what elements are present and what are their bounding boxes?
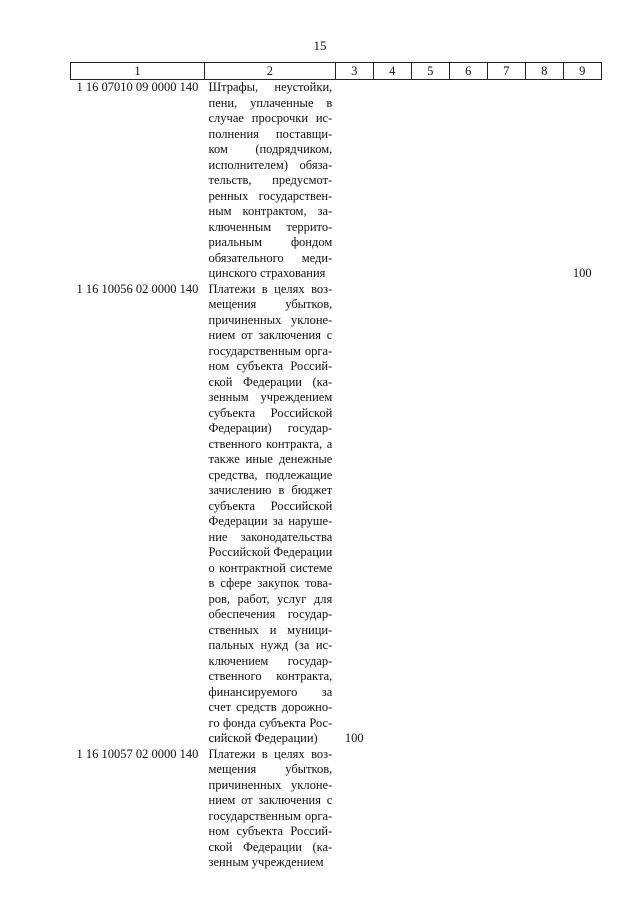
description-line: мещения убытков, bbox=[208, 297, 333, 311]
description-line: Федерации за наруше- bbox=[208, 514, 333, 528]
description-line: зенным учреждением bbox=[208, 390, 333, 404]
header-col-9: 9 bbox=[563, 63, 601, 80]
description-line: ственного контракта, bbox=[208, 669, 333, 683]
description-line: ской Федерации (ка- bbox=[208, 839, 333, 854]
col-8-cell bbox=[525, 80, 563, 282]
table-row bbox=[71, 747, 602, 871]
description-line: нием от заключения с bbox=[208, 793, 333, 807]
description-line: финансируемого за bbox=[208, 684, 333, 699]
table-row bbox=[71, 80, 602, 282]
budget-table bbox=[70, 62, 602, 871]
revenue-description bbox=[205, 80, 336, 282]
distribution-value bbox=[563, 282, 601, 732]
header-col-8: 8 bbox=[525, 63, 563, 80]
description-line: причиненных уклоне- bbox=[208, 777, 333, 792]
description-line: ном субъекта Россий- bbox=[208, 824, 333, 838]
description-line: Платежи в целях воз- bbox=[208, 281, 333, 296]
col-4-cell bbox=[373, 747, 411, 871]
page-number: 15 bbox=[313, 38, 327, 53]
description-line: государственным орга- bbox=[208, 808, 333, 823]
description-line: средства, подлежащие bbox=[208, 467, 333, 482]
description-line: полнения поставщи- bbox=[208, 126, 333, 141]
col-6-cell bbox=[449, 80, 487, 282]
description-line: ном субъекта Россий- bbox=[208, 359, 333, 373]
description-line: сийской Федерации) bbox=[208, 731, 318, 745]
col-5-cell bbox=[411, 80, 449, 282]
col-3-cell bbox=[335, 747, 373, 871]
description-line: Федерации) государ- bbox=[208, 421, 333, 435]
col-7-cell bbox=[487, 80, 525, 282]
col-3-cell bbox=[335, 282, 373, 747]
col-6-cell bbox=[449, 747, 487, 871]
description-line: государственным орга- bbox=[208, 343, 333, 358]
description-line: зачислению в бюджет bbox=[208, 483, 333, 497]
col-5-cell bbox=[411, 747, 449, 871]
col-8-cell bbox=[525, 747, 563, 871]
col-5-cell bbox=[411, 282, 449, 747]
description-line: о контрактной системе bbox=[208, 560, 333, 575]
description-line: ственных и муници- bbox=[208, 622, 333, 637]
col-4-cell bbox=[373, 282, 411, 747]
col-9-cell bbox=[563, 80, 601, 282]
description-line: ние законодательства bbox=[208, 529, 333, 544]
description-line: пени, уплаченные в bbox=[208, 95, 333, 110]
description-line: причиненных уклоне- bbox=[208, 312, 333, 327]
description-line: зенным учреждением bbox=[208, 855, 324, 869]
col-3-cell bbox=[335, 80, 373, 282]
description-line: случае просрочки ис- bbox=[208, 111, 333, 125]
col-7-cell bbox=[487, 747, 525, 871]
col-6-cell bbox=[449, 282, 487, 747]
description-line: счет средств дорожно- bbox=[208, 700, 333, 714]
distribution-value: 100 bbox=[572, 266, 592, 280]
col-4-cell bbox=[373, 80, 411, 282]
header-col-2: 2 bbox=[205, 63, 336, 80]
description-line: ком (подрядчиком, bbox=[208, 142, 333, 156]
description-line: нием от заключения с bbox=[208, 328, 333, 342]
description-line: го фонда субъекта Рос- bbox=[208, 715, 333, 730]
description-line: риальным фондом bbox=[208, 235, 333, 249]
table-row bbox=[71, 282, 602, 747]
description-line: ключенным террито- bbox=[208, 219, 333, 234]
description-line: цинского страхования bbox=[208, 266, 326, 280]
kbk-code: 1 16 10057 02 0000 140 bbox=[76, 746, 199, 761]
description-line: субъекта Российской bbox=[208, 498, 333, 513]
description-line: пальных нужд (за ис- bbox=[208, 638, 333, 652]
header-col-1: 1 bbox=[71, 63, 205, 80]
description-line: также иные денежные bbox=[208, 452, 333, 466]
col-7-cell bbox=[487, 282, 525, 747]
kbk-code: 1 16 10056 02 0000 140 bbox=[76, 281, 199, 296]
description-line: Российской Федерации bbox=[208, 545, 333, 559]
description-line: тельств, предусмот- bbox=[208, 173, 333, 187]
distribution-value bbox=[335, 80, 373, 266]
revenue-description bbox=[205, 747, 336, 871]
description-line: ренных государствен- bbox=[208, 188, 333, 203]
col-9-cell bbox=[563, 747, 601, 871]
description-line: ров, работ, услуг для bbox=[208, 591, 333, 606]
kbk-code: 1 16 07010 09 0000 140 bbox=[76, 80, 199, 94]
header-col-5: 5 bbox=[411, 63, 449, 80]
header-col-4: 4 bbox=[373, 63, 411, 80]
description-line: субъекта Российской bbox=[208, 405, 333, 420]
description-line: ской Федерации (ка- bbox=[208, 374, 333, 389]
header-col-6: 6 bbox=[449, 63, 487, 80]
description-line: Платежи в целях воз- bbox=[208, 746, 333, 761]
distribution-value: 100 bbox=[344, 731, 364, 745]
col-8-cell bbox=[525, 282, 563, 747]
description-line: Штрафы, неустойки, bbox=[208, 80, 333, 94]
description-line: обеспечения государ- bbox=[208, 607, 333, 621]
description-line: ным контрактом, за- bbox=[208, 204, 333, 218]
distribution-value bbox=[335, 747, 373, 856]
header-col-7: 7 bbox=[487, 63, 525, 80]
description-line: обязательного меди- bbox=[208, 250, 333, 265]
header-col-3: 3 bbox=[335, 63, 373, 80]
description-line: в сфере закупок това- bbox=[208, 576, 333, 590]
description-line: мещения убытков, bbox=[208, 762, 333, 776]
description-line: исполнителем) обяза- bbox=[208, 157, 333, 172]
description-line: ключением государ- bbox=[208, 653, 333, 668]
col-9-cell bbox=[563, 282, 601, 747]
revenue-description bbox=[205, 282, 336, 747]
table-header-row bbox=[71, 63, 602, 80]
distribution-value bbox=[563, 747, 601, 856]
description-line: ственного контракта, а bbox=[208, 436, 333, 451]
